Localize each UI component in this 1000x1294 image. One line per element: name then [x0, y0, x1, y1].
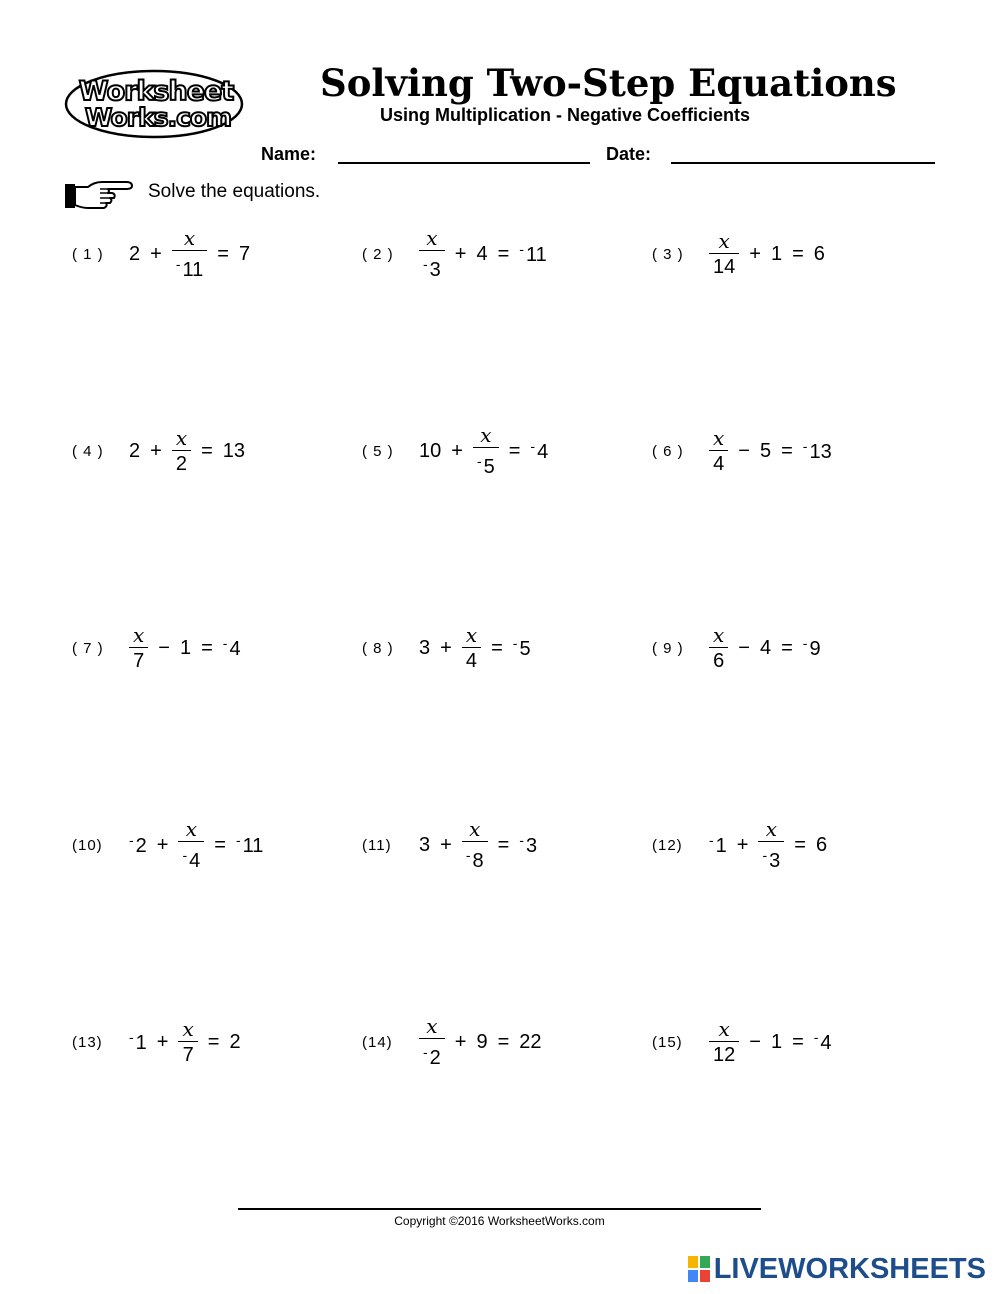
fraction-numerator: x	[480, 422, 492, 447]
problem-number: ( 6 )	[652, 442, 684, 460]
term-value: 10	[419, 439, 442, 462]
date-label: Date:	[606, 144, 652, 164]
term	[530, 438, 548, 464]
problem-4	[72, 421, 250, 481]
fraction	[709, 229, 739, 280]
fraction-denominator	[709, 1042, 739, 1068]
term	[239, 243, 250, 266]
denominator-value: 8	[472, 849, 484, 872]
operator: =	[792, 242, 804, 265]
term-value: 6	[815, 833, 828, 856]
fraction-denominator	[473, 448, 499, 480]
term-negative-sign: -	[519, 241, 524, 257]
problem-number: ( 9 )	[652, 639, 684, 657]
denominator-value: 7	[133, 649, 145, 672]
equation	[704, 229, 830, 280]
term-negative-sign: -	[519, 832, 524, 848]
problem-number: (14)	[362, 1033, 393, 1051]
term	[814, 1029, 832, 1055]
fraction	[709, 623, 728, 674]
date-field[interactable]	[671, 162, 935, 164]
fraction-denominator	[709, 451, 728, 477]
term	[803, 438, 832, 464]
fraction-numerator: x	[133, 622, 145, 647]
operator: =	[207, 1030, 220, 1053]
term-value: 4	[820, 1032, 832, 1054]
fraction-numerator: x	[713, 425, 725, 450]
problem-number: (15)	[652, 1033, 683, 1051]
term-value: 2	[129, 439, 141, 462]
term-value: 2	[229, 1030, 241, 1053]
term-value: 22	[519, 1030, 542, 1053]
operator: =	[201, 636, 213, 659]
denominator-value: 4	[713, 452, 725, 475]
fraction-denominator	[709, 648, 728, 674]
operator: =	[497, 1030, 510, 1053]
denominator-value: 3	[769, 849, 781, 872]
term-negative-sign: -	[709, 832, 714, 848]
operator: =	[781, 439, 793, 462]
fraction	[709, 426, 728, 477]
worksheetworks-logo	[62, 66, 250, 140]
problem-12	[652, 815, 832, 875]
term	[803, 635, 821, 661]
fraction	[709, 1017, 739, 1068]
term-value: 7	[238, 242, 251, 265]
problem-number: (10)	[72, 836, 103, 854]
fraction-numerator: x	[465, 622, 478, 647]
term	[519, 241, 546, 267]
term-value: 4	[476, 242, 488, 265]
problem-2	[362, 224, 552, 284]
term	[129, 440, 140, 463]
term-value: 13	[222, 439, 246, 462]
denominator-value: 11	[182, 258, 204, 281]
problem-14	[362, 1012, 547, 1072]
problem-number: (12)	[652, 836, 683, 854]
term	[519, 832, 537, 858]
operator: +	[156, 833, 169, 856]
term-value: 9	[476, 1030, 488, 1053]
fraction-numerator: x	[765, 816, 778, 841]
operator: +	[150, 439, 162, 462]
term	[476, 243, 487, 266]
operator: +	[749, 242, 761, 265]
problem-6	[652, 421, 837, 481]
operator: −	[738, 636, 750, 659]
denominator-value: 2	[429, 1046, 441, 1069]
operator: +	[440, 833, 452, 856]
denominator-negative-sign: -	[182, 846, 188, 863]
term-negative-sign: -	[129, 1029, 134, 1045]
problem-3	[652, 224, 830, 284]
fraction-numerator: x	[426, 1013, 438, 1038]
denominator-value: 6	[713, 649, 725, 672]
denominator-negative-sign: -	[476, 452, 482, 469]
problem-number: ( 5 )	[362, 442, 394, 460]
operator: =	[497, 242, 510, 265]
denominator-negative-sign: -	[762, 846, 768, 863]
operator: +	[451, 439, 463, 462]
operator: +	[454, 242, 467, 265]
term-value: 5	[759, 439, 772, 462]
term-value: 3	[525, 835, 538, 857]
term	[771, 1031, 782, 1054]
instructions-text: Solve the equations.	[148, 181, 321, 202]
term-value: 4	[537, 441, 549, 463]
problem-7	[72, 618, 246, 678]
problem-15	[652, 1012, 837, 1072]
equation	[124, 817, 268, 874]
equation	[704, 817, 832, 874]
fraction	[462, 623, 481, 674]
fraction	[758, 817, 784, 874]
fraction-denominator	[172, 451, 191, 477]
fraction-numerator: x	[718, 228, 730, 253]
denominator-value: 5	[483, 455, 495, 478]
fraction-denominator	[178, 842, 204, 874]
fraction-denominator	[172, 251, 207, 283]
denominator-value: 14	[713, 255, 736, 278]
equation	[414, 623, 536, 674]
term-value: 4	[229, 638, 241, 660]
operator: =	[497, 833, 510, 856]
term-value: 2	[129, 242, 141, 265]
equation	[704, 426, 837, 477]
denominator-negative-sign: -	[465, 846, 471, 863]
operator: +	[454, 1030, 467, 1053]
denominator-value: 3	[429, 258, 441, 281]
footer-divider	[238, 1208, 761, 1210]
term	[180, 637, 191, 660]
term-negative-sign: -	[802, 438, 808, 454]
equation	[414, 226, 552, 283]
operator: =	[794, 833, 806, 856]
term-negative-sign: -	[530, 438, 536, 454]
term-value: 3	[419, 833, 431, 856]
term	[814, 243, 825, 266]
fraction	[178, 1017, 197, 1068]
equation	[414, 423, 553, 480]
fraction-denominator	[462, 648, 481, 674]
problem-11	[362, 815, 542, 875]
operator: =	[214, 833, 226, 856]
liveworksheets-logo-icon	[688, 1256, 710, 1282]
problem-9	[652, 618, 826, 678]
term	[129, 832, 147, 858]
equation	[414, 1014, 547, 1071]
problem-13	[72, 1012, 246, 1072]
fraction-numerator: x	[718, 1016, 730, 1041]
problem-number: ( 4 )	[72, 442, 104, 460]
problem-10	[72, 815, 268, 875]
term	[129, 243, 140, 266]
equation	[124, 426, 250, 477]
operator: −	[749, 1030, 761, 1053]
fraction-numerator: x	[469, 816, 481, 841]
fraction-numerator: x	[185, 816, 198, 841]
term-negative-sign: -	[235, 832, 241, 848]
logo-line-1: Worksheet	[78, 76, 234, 107]
problem-number: (11)	[362, 836, 392, 854]
problem-8	[362, 618, 536, 678]
term-negative-sign: -	[222, 635, 228, 651]
term	[476, 1031, 487, 1054]
term	[419, 637, 430, 660]
fraction-denominator	[709, 254, 739, 280]
equation	[124, 226, 255, 283]
term-value: 1	[135, 1032, 147, 1054]
operator: =	[792, 1030, 804, 1053]
operator: −	[158, 636, 170, 659]
problem-number: ( 1 )	[72, 245, 104, 263]
operator: =	[217, 242, 229, 265]
fraction	[172, 226, 207, 283]
problem-number: ( 3 )	[652, 245, 684, 263]
term-value: 2	[135, 835, 147, 857]
term	[229, 1031, 240, 1054]
operator: +	[440, 636, 452, 659]
equation	[704, 1017, 837, 1068]
problem-number: ( 7 )	[72, 639, 104, 657]
denominator-negative-sign: -	[175, 255, 181, 272]
operator: =	[781, 636, 793, 659]
term	[709, 832, 727, 858]
term	[223, 440, 245, 463]
name-label: Name:	[261, 144, 317, 164]
operator: −	[738, 439, 750, 462]
fraction-denominator	[758, 842, 784, 874]
term-value: 1	[179, 636, 192, 659]
term-negative-sign: -	[129, 832, 134, 848]
fraction	[473, 423, 499, 480]
equation	[124, 1017, 246, 1068]
problem-number: ( 8 )	[362, 639, 394, 657]
term	[513, 635, 531, 661]
fraction-denominator	[179, 1042, 198, 1068]
problem-number: ( 2 )	[362, 245, 394, 263]
fraction	[462, 817, 488, 874]
denominator-value: 4	[189, 849, 201, 872]
term	[760, 440, 771, 463]
term-value: 11	[242, 835, 264, 857]
fraction-denominator	[462, 842, 488, 874]
term	[816, 834, 827, 857]
term-value: 6	[813, 242, 825, 265]
logo-line-2: Works.com	[84, 103, 232, 132]
operator: =	[201, 439, 213, 462]
term-value: 5	[519, 638, 531, 660]
term	[419, 834, 430, 857]
fraction-numerator: x	[175, 425, 188, 450]
liveworksheets-brand[interactable]	[688, 1252, 986, 1286]
denominator-value: 12	[713, 1043, 736, 1066]
fraction-numerator: x	[426, 225, 438, 250]
term	[223, 635, 241, 661]
equation	[704, 623, 826, 674]
operator: +	[156, 1030, 169, 1053]
term-value: 11	[525, 244, 547, 266]
term-value: 1	[770, 242, 783, 265]
term	[129, 1029, 147, 1055]
operator: =	[491, 636, 503, 659]
name-field[interactable]	[338, 162, 590, 164]
term-value: 4	[759, 636, 772, 659]
operator: =	[508, 439, 521, 462]
operator: +	[150, 242, 162, 265]
term	[760, 637, 771, 660]
term-value: 13	[809, 441, 832, 463]
denominator-value: 2	[175, 452, 188, 475]
operator: +	[736, 833, 749, 856]
term-value: 9	[809, 638, 821, 660]
page-subtitle: Using Multiplication - Negative Coefficients	[380, 105, 751, 125]
pointing-hand-icon	[64, 178, 134, 214]
term	[519, 1031, 541, 1054]
fraction-denominator	[419, 1039, 445, 1071]
term-negative-sign: -	[802, 635, 808, 651]
problem-1	[72, 224, 255, 284]
fraction	[172, 426, 191, 477]
equation	[414, 817, 542, 874]
denominator-negative-sign: -	[423, 1043, 428, 1060]
denominator-negative-sign: -	[423, 255, 428, 272]
fraction-denominator	[129, 648, 148, 674]
fraction-numerator: x	[182, 1016, 194, 1041]
fraction	[178, 817, 204, 874]
denominator-value: 4	[465, 649, 478, 672]
fraction-numerator: x	[183, 225, 196, 250]
term	[236, 832, 263, 858]
denominator-value: 7	[182, 1043, 194, 1066]
term-negative-sign: -	[512, 635, 518, 651]
term-value: 1	[770, 1030, 783, 1053]
copyright-text: Copyright ©2016 WorksheetWorks.com	[394, 1214, 605, 1228]
page-title: Solving Two-Step Equations	[320, 61, 897, 105]
fraction	[419, 1014, 445, 1071]
problem-5	[362, 421, 553, 481]
liveworksheets-text: LIVEWORKSHEETS	[713, 1252, 986, 1285]
term-value: 3	[419, 636, 431, 659]
fraction	[419, 226, 445, 283]
fraction	[129, 623, 148, 674]
term	[419, 440, 441, 463]
term-value: 1	[715, 835, 727, 857]
equation	[124, 623, 246, 674]
fraction-numerator: x	[713, 622, 725, 647]
fraction-denominator	[419, 251, 445, 283]
term	[771, 243, 782, 266]
problem-number: (13)	[72, 1033, 103, 1051]
term-negative-sign: -	[813, 1029, 819, 1045]
